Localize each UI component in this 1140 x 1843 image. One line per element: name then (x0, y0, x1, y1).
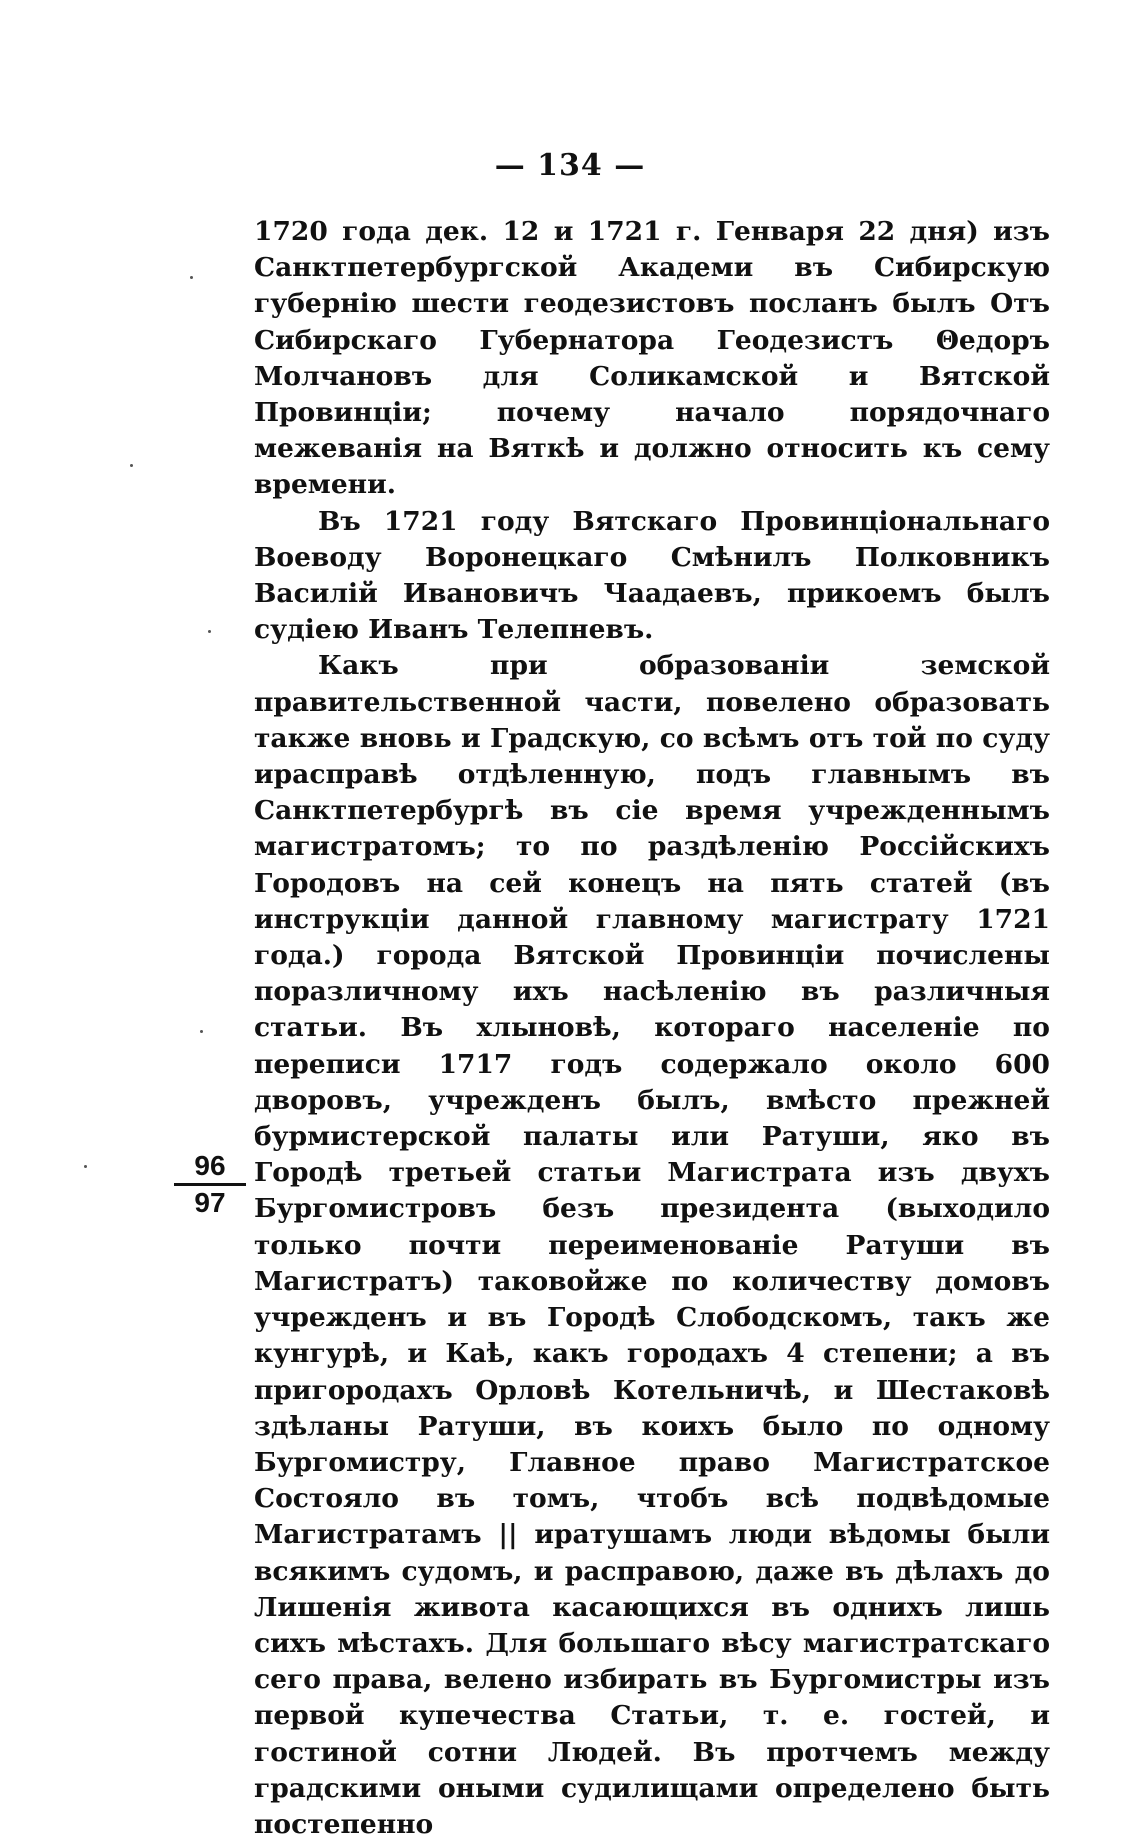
scan-speck (130, 464, 133, 467)
paragraph-magistrate: Какъ при образованіи земской правительственной части, повелено образовать также вновь и Градскую, со всѣмъ отъ той по суду ирасправѣ отдѣленную, подъ главнымъ въ Санктпетербургѣ въ сіе время учрежденнымъ магистратомъ; то по раздѣленію Россійскихъ Городовъ на сей конецъ на пять статей (въ инструкціи данной главному магистрату 1721 года.) города Вятской Провинціи почислены поразличному ихъ насѣленію въ различныя статьи. Въ хлыновѣ, котораго населеніе по переписи 1717 годъ содержало около 600 дворовъ, учрежденъ былъ, вмѣсто прежней бурмистерской палаты или Ратуши, яко въ Городѣ третьей статьи Магистрата изъ двухъ Бургомистровъ безъ президента (выходило только почти переименованіе Ратуши въ Магистратъ) таковойже по количеству домовъ учрежденъ и въ Городѣ Слободскомъ, такъ же кунгурѣ, и Каѣ, какъ городахъ 4 степени; а въ пригородахъ Орловѣ Котельничѣ, и Шестаковѣ здѣланы Ратуши, въ коихъ было по одному Бургомистру, Главное право Магистратское Состояло въ томъ, чтобъ всѣ подвѣдомые Магистратамъ || иратушамъ люди вѣдомы были всякимъ судомъ, и расправою, даже въ дѣлахъ до Лишенія живота касающихся въ однихъ лишь сихъ мѣстахъ. Для большаго вѣсу магистратскаго сего права, велено избирать въ Бургомистры изъ первой купечества Статьи, т. е. гостей, и гостиной сотни Людей. Въ протчемъ между градскими оными судилищами определено быть постепенно (254, 650, 1050, 1840)
margin-marker-bottom: 97 (194, 1187, 226, 1218)
scan-speck (200, 1030, 203, 1033)
margin-marker-rule (174, 1183, 246, 1186)
paragraph-voevoda: Въ 1721 году Вятскаго Провинціональнаго Воеводу Воронецкаго Смѣнилъ Полковникъ Василій Ивановичъ Чаадаевъ, прикоемъ былъ судіею Иванъ Телепневъ. (254, 505, 1050, 646)
scan-speck (208, 630, 211, 633)
paragraph-continued: 1720 года дек. 12 и 1721 г. Генваря 22 дня) изъ Санктпетербургской Академи въ Сибирскую губернію шести геодезистовъ посланъ былъ Отъ Сибирскаго Губернатора Геодезистъ Θедоръ Молчановъ для Соликамской и Вятской Провинціи; почему начало порядочнаго межеванія на Вяткѣ и должно относить къ сему времени. (254, 216, 1050, 501)
scan-speck (190, 276, 193, 279)
page-number: — 134 — (494, 148, 646, 183)
scan-speck (84, 1165, 87, 1168)
margin-marker-top: 96 (194, 1150, 226, 1181)
text-block (254, 214, 1050, 1843)
margin-page-marker (180, 1150, 240, 1219)
